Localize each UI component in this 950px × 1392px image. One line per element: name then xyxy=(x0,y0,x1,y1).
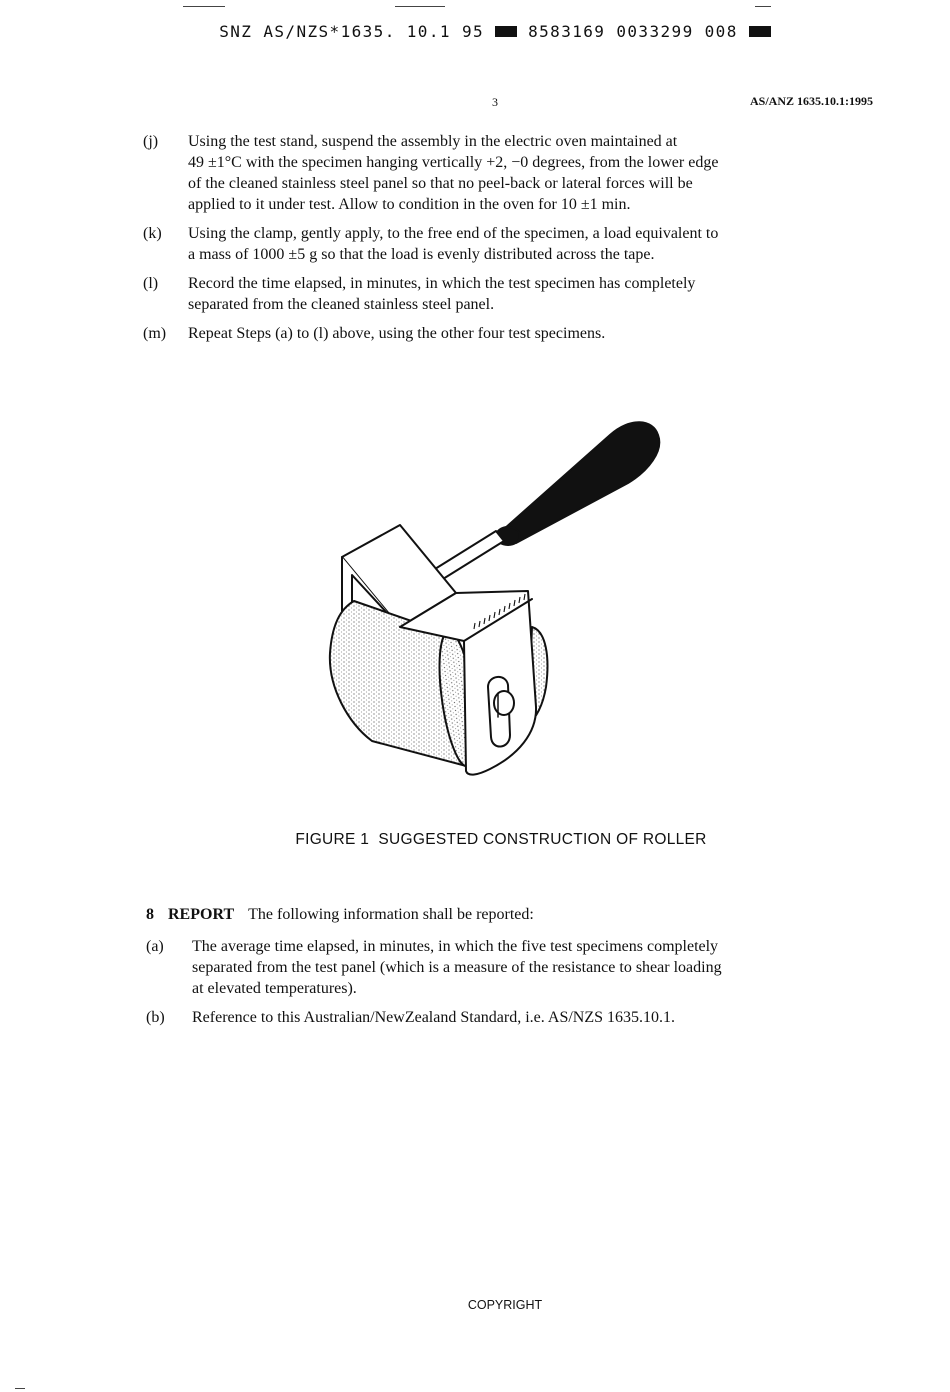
list-item xyxy=(143,273,863,317)
list-item-line: at elevated temperatures). xyxy=(192,980,357,997)
list-item-line: 49 ±1°C with the specimen hanging vertically +2, −0 degrees, from the lower edge xyxy=(188,154,719,171)
list-item-label: (j) xyxy=(143,133,159,150)
list-item-line: separated from the cleaned stainless steel panel. xyxy=(188,296,495,313)
redaction-block xyxy=(749,26,771,37)
figure-caption: FIGURE 1 SUGGESTED CONSTRUCTION OF ROLLER xyxy=(295,831,707,848)
list-item xyxy=(143,223,863,267)
section-heading xyxy=(146,906,534,924)
header-code: SNZ AS/NZS*1635. 10.1 95 8583169 0033299 008 xyxy=(0,22,950,41)
page-number: 3 xyxy=(492,95,498,109)
list-item-line: separated from the test panel (which is a measure of the resistance to shear loading xyxy=(192,959,722,976)
list-item-line: Reference to this Australian/NewZealand Standard, i.e. AS/NZS 1635.10.1. xyxy=(192,1009,676,1026)
list-item-line: Using the test stand, suspend the assembly in the electric oven maintained at xyxy=(188,133,678,150)
list-item xyxy=(143,131,863,217)
list-item-label: (a) xyxy=(146,938,164,955)
list-item xyxy=(146,1007,866,1029)
list-item-line: Using the clamp, gently apply, to the free end of the specimen, a load equivalent to xyxy=(188,225,719,242)
redaction-block xyxy=(495,26,517,37)
roller-illustration xyxy=(318,405,708,790)
list-item-label: (m) xyxy=(143,325,167,342)
scan-mark xyxy=(755,6,771,7)
scan-mark xyxy=(183,6,225,7)
list-item-line: of the cleaned stainless steel panel so that no peel-back or lateral forces will be xyxy=(188,175,693,192)
list-item-label: (l) xyxy=(143,275,159,292)
section-intro: The following information shall be reported: xyxy=(248,906,534,923)
list-item-label: (b) xyxy=(146,1009,165,1026)
list-item-line: The average time elapsed, in minutes, in which the five test specimens completely xyxy=(192,938,719,955)
list-item xyxy=(146,936,866,1000)
scan-mark xyxy=(395,6,445,7)
list-item-line: Repeat Steps (a) to (l) above, using the other four test specimens. xyxy=(188,325,606,342)
section-number: 8 xyxy=(146,906,154,923)
copyright-footer: COPYRIGHT xyxy=(467,1298,543,1312)
standard-id: AS/ANZ 1635.10.1:1995 xyxy=(750,94,874,108)
section-title: REPORT xyxy=(168,906,235,923)
list-item-line: applied to it under test. Allow to condition in the oven for 10 ±1 min. xyxy=(188,196,631,213)
scan-mark xyxy=(15,1388,25,1389)
list-item-label: (k) xyxy=(143,225,162,242)
list-item-line: Record the time elapsed, in minutes, in which the test specimen has completely xyxy=(188,275,696,292)
list-item-line: a mass of 1000 ±5 g so that the load is evenly distributed across the tape. xyxy=(188,246,655,263)
list-item xyxy=(143,323,863,345)
